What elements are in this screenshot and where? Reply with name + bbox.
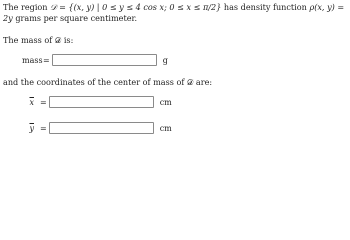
region-definition: = {(x, y) | 0 ≤ y ≤ 4 cos x; 0 ≤ x ≤ π/2} [59, 2, 222, 12]
mass-label: mass [22, 55, 43, 65]
region-symbol: 𝒟 [50, 2, 57, 12]
mass-unit: g [162, 55, 168, 65]
ybar-label: $\overline{y}$ [29, 123, 34, 133]
xbar-answer-row [28, 96, 172, 108]
xbar-label: $\overline{x}$ [29, 97, 34, 107]
mass-input[interactable] [52, 54, 157, 66]
ybar-answer-row [28, 122, 172, 134]
center-of-mass-prompt: and the coordinates of the center of mass of 𝒟 are: [3, 77, 213, 87]
problem-statement [3, 2, 348, 24]
xbar-unit: cm [159, 97, 172, 107]
mass-answer-row [22, 54, 168, 66]
xbar-input[interactable] [49, 96, 154, 108]
problem-intro: The region [3, 2, 48, 12]
ybar-input[interactable] [49, 122, 154, 134]
density-text: has density function [223, 2, 307, 12]
ybar-equals: = [40, 123, 47, 133]
ybar-unit: cm [159, 123, 172, 133]
units-text: grams per square centimeter. [15, 13, 138, 23]
mass-equals: = [43, 55, 50, 65]
density-function: ρ(x, y) = 2y [3, 2, 345, 23]
mass-prompt: The mass of 𝒟 is: [3, 35, 74, 45]
xbar-equals: = [40, 97, 47, 107]
